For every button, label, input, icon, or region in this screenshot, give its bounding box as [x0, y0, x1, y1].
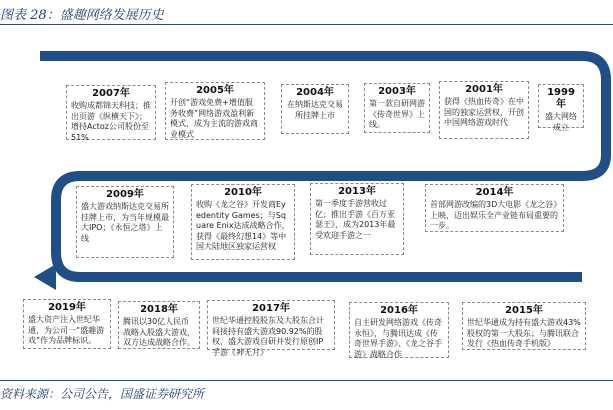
event-text: 收购成都锦天科技；推出页游《纵横天下》；增持Actoz公司股份至51% — [71, 101, 151, 142]
event-text: 自主研发网络游戏《传奇永恒》，与腾讯达成《传奇世界手游》、《龙之谷手游》战略合作 — [354, 318, 442, 359]
event-2015 — [462, 302, 586, 350]
event-year: 2014年 — [475, 187, 514, 198]
event-year: 2019年 — [48, 302, 86, 313]
event-text: 在纳斯达克交易所挂牌上市 — [287, 100, 343, 120]
event-year: 2007年 — [92, 88, 130, 99]
event-year: 2015年 — [505, 305, 543, 316]
event-2010 — [191, 184, 295, 260]
event-2013 — [310, 183, 404, 255]
event-year: 2003年 — [378, 86, 416, 97]
event-text: 收购《龙之谷》开发商Eyedentity Games；与Square Enix达成战略合作，获得《最终幻想14》等中国大陆地区独家运营权 — [196, 200, 290, 251]
event-text: 世纪华通控股股东及大股东合计间接持有盛大游戏90.92%的股权，盛大游戏自研并发行原创IP手游《神无月》 — [212, 316, 324, 357]
event-year: 1999年 — [547, 87, 575, 110]
bottom-rule — [0, 380, 613, 381]
event-2016 — [349, 302, 449, 358]
event-year: 2017年 — [252, 303, 290, 314]
event-text: 第一季度手游营收过亿；推出手游《百万亚瑟王》，成为2013年最受欢迎手游之一 — [315, 199, 396, 240]
event-year: 2005年 — [196, 85, 234, 96]
event-year: 2004年 — [296, 87, 334, 98]
event-year: 2013年 — [338, 186, 376, 197]
event-2014 — [425, 184, 564, 232]
event-text: 盛大游戏纳斯达克交易所挂牌上市，为当年规模最大IPO；《永恒之塔》上线 — [81, 202, 169, 243]
event-text: 开创“游戏免费+增值服务收费”网络游戏盈利新模式，成为主流的游戏商业模式 — [170, 98, 258, 139]
event-year: 2010年 — [224, 187, 262, 198]
event-2003 — [364, 83, 430, 133]
event-2004 — [281, 84, 349, 134]
event-text: 盛大资产注入世纪华通，为公司一“盛趣游戏”作为品牌标识。 — [28, 315, 105, 345]
event-year: 2001年 — [465, 84, 503, 95]
event-text: 第一款自研网游《传奇世界》上线。 — [369, 99, 425, 129]
event-text: 首部网游改编的3D大电影《龙之谷》上映，迈出娱乐全产业链布局重要的一步。 — [430, 200, 558, 230]
event-2018 — [118, 301, 200, 349]
event-1999 — [538, 84, 584, 132]
event-year: 2016年 — [380, 305, 418, 316]
timeline-arrowhead — [34, 264, 56, 290]
event-2019 — [23, 299, 111, 349]
figure-title: 图表 28：盛趣网络发展历史 — [0, 8, 164, 23]
source-note: 资料来源：公司公告，国盛证券研究所 — [0, 387, 205, 401]
event-text: 盛大网络成立 — [545, 112, 577, 132]
event-2009 — [76, 186, 174, 258]
event-2017 — [207, 300, 335, 357]
event-2001 — [439, 81, 529, 139]
event-year: 2018年 — [140, 304, 178, 315]
event-2007 — [66, 85, 156, 140]
event-2005 — [165, 82, 265, 140]
event-text: 获得《热血传奇》在中国的独家运营权，开创中国网络游戏时代 — [444, 97, 524, 127]
event-text: 腾讯以30亿人民币战略入股盛大游戏，双方达成战略合作。 — [123, 317, 195, 347]
event-year: 2009年 — [106, 189, 144, 200]
event-text: 世纪华通成为持有盛大游戏43%股权的第一大股东；与腾讯联合发行《热血传奇手机版》 — [467, 318, 581, 348]
